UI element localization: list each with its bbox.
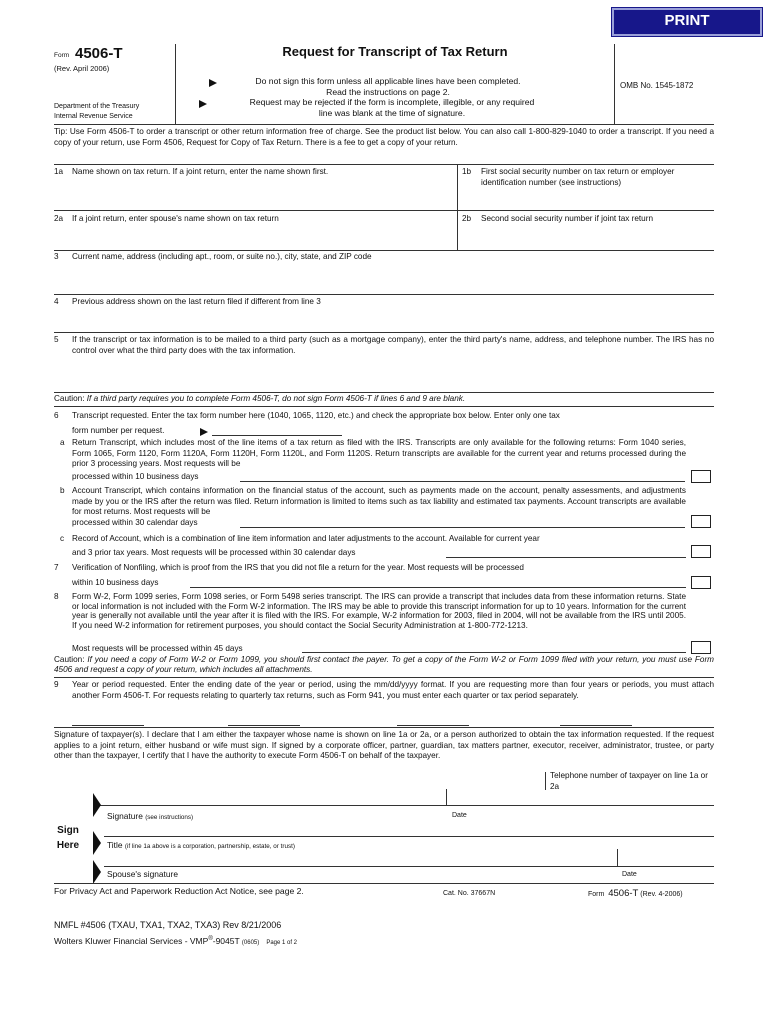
instruction-2: Request may be rejected if the form is incomplete, illegible, or any required line was blank at the time of signature. bbox=[249, 97, 535, 118]
w2-1099-transcript-checkbox[interactable] bbox=[691, 641, 711, 654]
line-6b-label-end: processed within 30 calendar days bbox=[72, 517, 198, 527]
arrow-icon bbox=[200, 428, 208, 436]
line-3-label: Current name, address (including apt., room, or suite no.), city, state, and ZIP code bbox=[72, 252, 372, 261]
account-transcript-checkbox[interactable] bbox=[691, 515, 711, 528]
line-6b-label: Account Transcript, which contains information on the financial status of the account, such as payments made on the account, penalty assessments, and adjustments made by you or the IRS after the return was filed. Return information is limited to items such as tax liability and estimated tax payments. Account transcripts are available for most returns. Most requests will be bbox=[72, 486, 686, 517]
department: Department of the Treasury bbox=[54, 103, 140, 110]
title-arrow-icon bbox=[93, 831, 101, 855]
line-7-label-end: within 10 business days bbox=[72, 578, 159, 587]
arrow-icon bbox=[199, 100, 207, 108]
line-number: 1b bbox=[462, 167, 472, 176]
line-6a-label: Return Transcript, which includes most of the line items of a tax return as filed with the IRS. Transcripts are only available for the following returns: Form 1040 series, Form 1065, Form 1120, Form 1120A, Form 1120H, Form 1120L, and Form 1120S. Return transcripts are available for the current year and returns processed during the prior 3 processing years. Most requests will be bbox=[72, 438, 686, 469]
cat-number: Cat. No. 37667N bbox=[443, 890, 496, 897]
year-period-field-3[interactable] bbox=[397, 725, 469, 726]
signature-field[interactable] bbox=[104, 836, 714, 837]
line-8-label: Form W-2, Form 1099 series, Form 1098 series, or Form 5498 series transcript. The IRS can provide a transcript that includes data from these information returns. State or local information is not included with the Form W-2 information. The IRS may be able to provide this transcript information for up to 10 years. Information for the current year is generally not available until the year after it is filed with the IRS. For example, W-2 information for 2003, filed in 2004, will not be available from the IRS until 2005. If you need W-2 information for retirement purposes, you should contact the Social Security Administration at 1-800-772-1213. bbox=[72, 592, 686, 630]
line-number: 4 bbox=[54, 297, 59, 306]
line-5-label: If the transcript or tax information is to be mailed to a third party (such as a mortgage company), enter the third party's name, address, and telephone number. The IRS has no control over what the third party does with the tax information. bbox=[72, 335, 714, 355]
date-label: Date bbox=[452, 812, 467, 819]
spouse-signature-label: Spouse's signature bbox=[107, 869, 178, 879]
tax-form-number-field[interactable] bbox=[212, 435, 342, 436]
form-number: 4506-T bbox=[75, 45, 123, 62]
form-revision: (Rev. April 2006) bbox=[54, 64, 110, 73]
return-transcript-checkbox[interactable] bbox=[691, 470, 711, 483]
line-number: 3 bbox=[54, 252, 59, 261]
line-9-label: Year or period requested. Enter the ending date of the year or period, using the mm/dd/yyyy format. If you are requesting more than four years or periods, you must attach another Form 4506-T. For requests relating to quarterly tax returns, such as Form 941, you must enter each quarter or tax period separately. bbox=[72, 680, 714, 700]
spouse-date-label: Date bbox=[622, 871, 637, 878]
line-6c-label: Record of Account, which is a combination of line item information and later adjustments to the account. Available for current year bbox=[72, 534, 540, 543]
line-8-label-end: Most requests will be processed within 45 days bbox=[72, 644, 243, 653]
line-number: 8 bbox=[54, 592, 59, 601]
title-label: Title (if line 1a above is a corporation, partnership, estate, or trust) bbox=[107, 840, 295, 850]
line-number: 5 bbox=[54, 335, 59, 344]
caution-w2: Caution: If you need a copy of Form W-2 or Form 1099, you should first contact the payer. To get a copy of the Form W-2 or Form 1099 filed with your return, you must use Form 4506 and request a copy of your return, which includes all attachments. bbox=[54, 655, 714, 674]
line-6-label: Transcript requested. Enter the tax form number here (1040, 1065, 1120, etc.) and check the appropriate box below. Enter only one tax bbox=[72, 411, 560, 420]
irs-service: Internal Revenue Service bbox=[54, 113, 133, 120]
nmfl-code: NMFL #4506 (TXAU, TXA1, TXA2, TXA3) Rev 8/21/2006 bbox=[54, 920, 282, 930]
spouse-signature-field[interactable] bbox=[54, 883, 714, 884]
signature-label: Signature (see instructions) bbox=[107, 811, 194, 821]
sign-here-label: Sign Here bbox=[56, 825, 80, 851]
title-field[interactable] bbox=[104, 866, 714, 867]
line-number: 7 bbox=[54, 563, 59, 572]
spouse-arrow-icon bbox=[93, 860, 101, 884]
year-period-field-4[interactable] bbox=[560, 725, 632, 726]
arrow-icon bbox=[209, 79, 217, 87]
line-number: 9 bbox=[54, 680, 59, 689]
caution-third-party: Caution: If a third party requires you to complete Form 4506-T, do not sign Form 4506-T if lines 6 and 9 are blank. bbox=[54, 394, 466, 403]
line-6a-label-end: processed within 10 business days bbox=[72, 471, 199, 481]
line-2b-label: Second social security number if joint tax return bbox=[481, 214, 654, 223]
omb-number: OMB No. 1545-1872 bbox=[620, 81, 694, 90]
tip-text: Tip: Use Form 4506-T to order a transcript or other return information free of charge. See the product list below. You can also call 1-800-829-1040 to order a transcript. If you need a copy of your return, use Form 4506, Request for Copy of Tax Return. There is a fee to get a copy of your return. bbox=[54, 127, 714, 147]
line-letter: c bbox=[60, 534, 65, 543]
print-button[interactable]: PRINT bbox=[612, 8, 762, 36]
line-6-label-cont: form number per request. bbox=[72, 426, 165, 435]
telephone-label: Telephone number of taxpayer on line 1a or 2a bbox=[550, 771, 708, 791]
year-period-field-2[interactable] bbox=[228, 725, 300, 726]
line-4-label: Previous address shown on the last return filed if different from line 3 bbox=[72, 297, 321, 306]
line-1a-label: Name shown on tax return. If a joint return, enter the name shown first. bbox=[72, 167, 329, 176]
line-letter: a bbox=[60, 438, 65, 447]
privacy-notice: For Privacy Act and Paperwork Reduction Act Notice, see page 2. bbox=[54, 886, 304, 896]
instruction-1: Do not sign this form unless all applicable lines have been completed. Read the instructions on page 2. bbox=[255, 76, 521, 97]
line-1b-label: First social security number on tax return or employer identification number (see instructions) bbox=[481, 167, 675, 187]
line-2a-label: If a joint return, enter spouse's name shown on tax return bbox=[72, 214, 279, 223]
signature-declaration: Signature of taxpayer(s). I declare that I am either the taxpayer whose name is shown on line 1a or 2a, or a person authorized to obtain the tax information requested. If the request applies to a joint return, either husband or wife must sign. If signed by a corporate officer, partner, guardian, tax matters partner, executor, receiver, administrator, trustee, or party other than the taxpayer, I certify that I have the authority to execute Form 4506-T on behalf of the taxpayer. bbox=[54, 730, 714, 761]
form-word: Form bbox=[54, 52, 70, 59]
verification-nonfiling-checkbox[interactable] bbox=[691, 576, 711, 589]
telephone-field[interactable] bbox=[94, 805, 714, 806]
line-number: 1a bbox=[54, 167, 64, 176]
line-number: 2b bbox=[462, 214, 472, 223]
form-title: Request for Transcript of Tax Return bbox=[282, 44, 508, 59]
year-period-field-1[interactable] bbox=[72, 725, 144, 726]
publisher-line: Wolters Kluwer Financial Services - VMP®-9045T (0605) Page 1 of 2 bbox=[54, 936, 298, 946]
line-7-label: Verification of Nonfiling, which is proof from the IRS that you did not file a return for the year. Most requests will be processed bbox=[72, 563, 524, 572]
line-letter: b bbox=[60, 486, 65, 495]
line-number: 6 bbox=[54, 411, 59, 420]
signature-arrow-icon bbox=[93, 793, 101, 817]
footer-form: Form 4506-T (Rev. 4-2006) bbox=[588, 888, 683, 899]
line-6c-label-end: and 3 prior tax years. Most requests will be processed within 30 calendar days bbox=[72, 548, 356, 557]
line-number: 2a bbox=[54, 214, 64, 223]
record-of-account-checkbox[interactable] bbox=[691, 545, 711, 558]
